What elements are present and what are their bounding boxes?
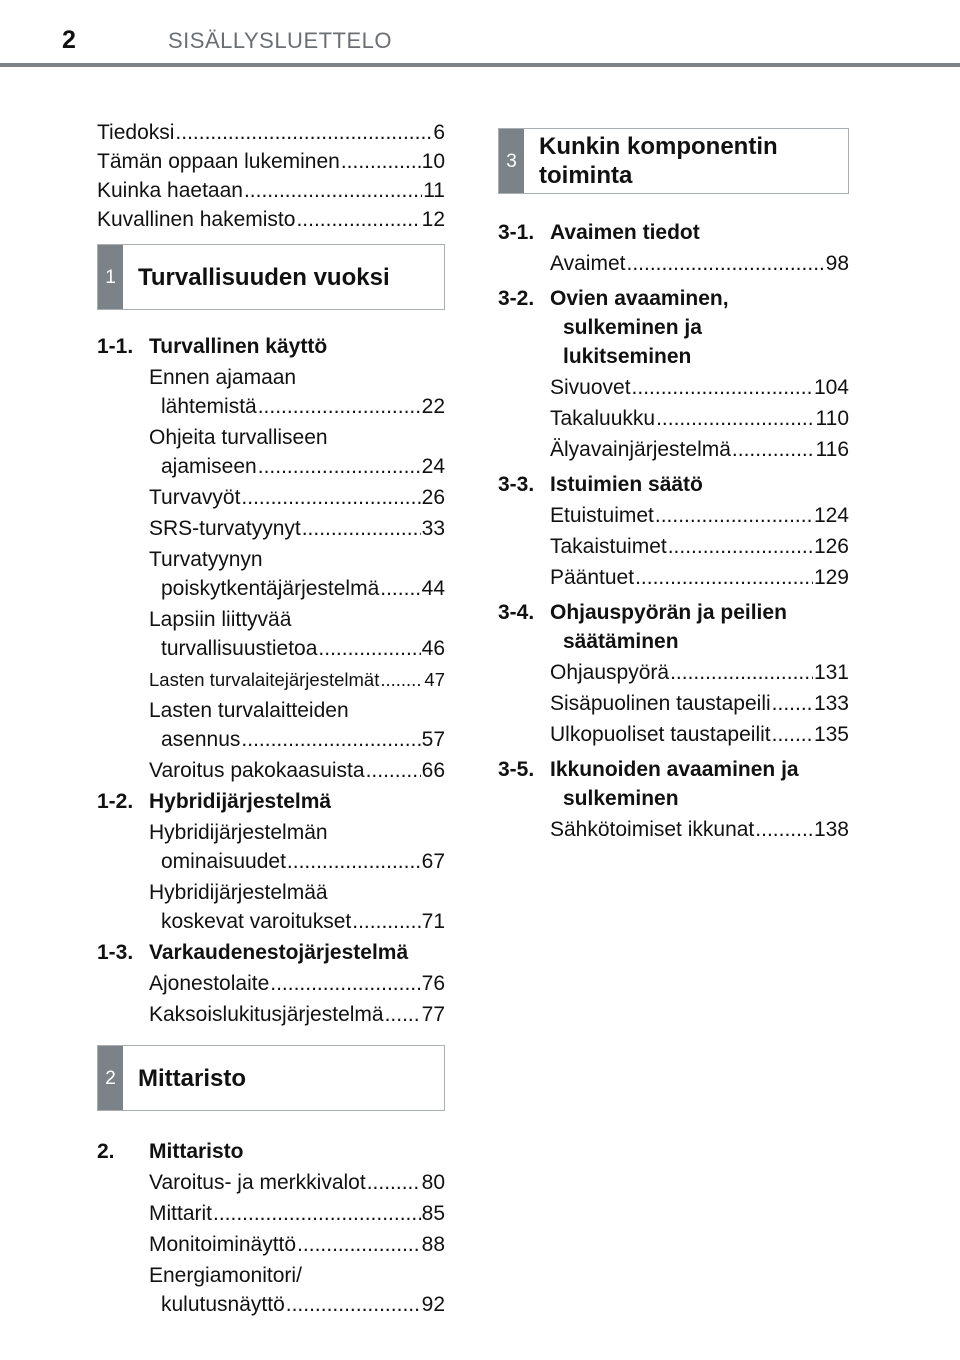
chapter-tab: 1 <box>98 245 123 309</box>
chapter-tab: 2 <box>98 1046 123 1110</box>
toc-entry[interactable]: SRS-turvatyynyt ..... 33 <box>97 514 445 543</box>
section-heading[interactable]: 2. Mittaristo <box>97 1140 244 1163</box>
toc-entry[interactable]: Älyavainjärjestelmä ..... 116 <box>498 435 849 464</box>
toc-entry[interactable]: Turvavyöt ..... 26 <box>97 483 445 512</box>
toc-entry[interactable]: Varoitus pakokaasuista ..... 66 <box>97 756 445 785</box>
toc-entry[interactable]: Ohjeita turvalliseen ajamiseen ..... 24 <box>97 423 445 481</box>
section-heading[interactable]: 1-3. Varkaudenestojärjestelmä <box>97 941 409 964</box>
chapter-heading-3[interactable] <box>498 128 849 194</box>
page-number: 2 <box>62 26 76 54</box>
toc-entry[interactable]: Ajonestolaite ..... 76 <box>97 969 445 998</box>
toc-entry[interactable]: Sisäpuolinen taustapeili ..... 133 <box>498 689 849 718</box>
header-rule <box>0 63 960 67</box>
chapter-heading-1[interactable] <box>97 244 445 310</box>
toc-left-column <box>97 118 445 1319</box>
section-heading[interactable]: 3-1. Avaimen tiedot <box>498 221 700 244</box>
toc-intro-list <box>97 118 445 234</box>
toc-entry[interactable]: Ohjauspyörä ..... 131 <box>498 658 849 687</box>
toc-entry[interactable]: Ennen ajamaan lähtemistä ..... 22 <box>97 363 445 421</box>
section-heading[interactable]: 3-3. Istuimien säätö <box>498 473 703 496</box>
toc-entry[interactable]: Avaimet ..... 98 <box>498 249 849 278</box>
toc-intro-item[interactable]: Kuvallinen hakemisto ..... 12 <box>97 205 445 234</box>
section-heading[interactable]: 3-4. Ohjauspyörän ja peilien säätäminen <box>498 601 787 653</box>
toc-entry[interactable]: Ulkopuoliset taustapeilit ..... 135 <box>498 720 849 749</box>
chapter-tab: 3 <box>499 129 524 193</box>
section-heading[interactable]: 3-5. Ikkunoiden avaaminen ja sulkeminen <box>498 758 799 810</box>
toc-entry[interactable]: Energiamonitori/ kulutusnäyttö ..... 92 <box>97 1261 445 1319</box>
toc-entry[interactable]: Takaistuimet ..... 126 <box>498 532 849 561</box>
toc-entry[interactable]: Lasten turvalaitteiden asennus ..... 57 <box>97 696 445 754</box>
toc-right-column <box>498 118 849 844</box>
chapter-heading-2[interactable] <box>97 1045 445 1111</box>
toc-entry[interactable]: Sähkötoimiset ikkunat ..... 138 <box>498 815 849 844</box>
chapter-name: Turvallisuuden vuoksi <box>138 263 390 291</box>
chapter-name: Mittaristo <box>138 1064 246 1092</box>
toc-entry[interactable]: Lasten turvalaitejärjestelmät ..... 47 <box>97 665 445 694</box>
section-heading[interactable]: 3-2. Ovien avaaminen, sulkeminen ja lukitseminen <box>498 287 729 368</box>
toc-entry[interactable]: Sivuovet ..... 104 <box>498 373 849 402</box>
toc-entry[interactable]: Takaluukku ..... 110 <box>498 404 849 433</box>
toc-entry[interactable]: Etuistuimet ..... 124 <box>498 501 849 530</box>
page-title: SISÄLLYSLUETTELO <box>168 28 393 53</box>
toc-entry[interactable]: Monitoiminäyttö ..... 88 <box>97 1230 445 1259</box>
toc-entry[interactable]: Hybridijärjestelmän ominaisuudet ..... 67 <box>97 818 445 876</box>
toc-entry[interactable]: Pääntuet ..... 129 <box>498 563 849 592</box>
section-heading[interactable]: 1-1. Turvallinen käyttö <box>97 335 328 358</box>
toc-entry[interactable]: Mittarit ..... 85 <box>97 1199 445 1228</box>
toc-intro-item[interactable]: Kuinka haetaan ..... 11 <box>97 176 445 205</box>
toc-entry[interactable]: Kaksoislukitusjärjestelmä ..... 77 <box>97 1000 445 1029</box>
section-heading[interactable]: 1-2. Hybridijärjestelmä <box>97 790 332 813</box>
toc-entry[interactable]: Varoitus- ja merkkivalot ..... 80 <box>97 1168 445 1197</box>
chapter-name: Kunkin komponentin toiminta <box>539 133 778 189</box>
toc-intro-item[interactable]: Tiedoksi ..... 6 <box>97 118 445 147</box>
toc-entry[interactable]: Turvatyynyn poiskytkentäjärjestelmä ..... 44 <box>97 545 445 603</box>
toc-entry[interactable]: Lapsiin liittyvää turvallisuustietoa ..... 46 <box>97 605 445 663</box>
toc-intro-item[interactable]: Tämän oppaan lukeminen ..... 10 <box>97 147 445 176</box>
toc-entry[interactable]: Hybridijärjestelmää koskevat varoitukset ..... 71 <box>97 878 445 936</box>
page-header <box>0 0 960 70</box>
